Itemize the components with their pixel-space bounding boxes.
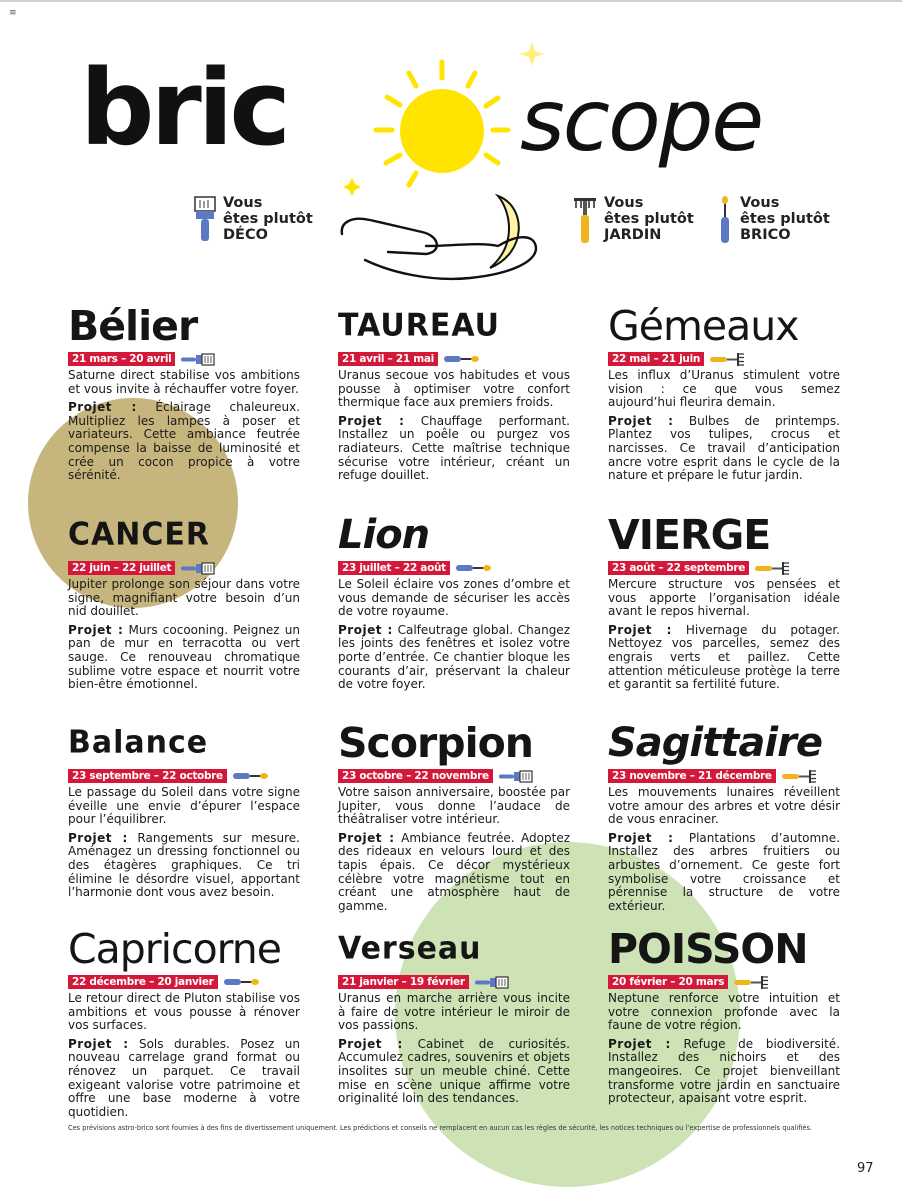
legend-brico	[716, 195, 830, 245]
sign-sagittaire	[608, 719, 840, 913]
sign-verseau	[338, 925, 570, 1106]
disclaimer-footnote: Ces prévisions astro-brico sont fournies à des fins de divertissement uniquement. Les prédictions et conseils ne remplacent en aucun cas les règles de sécurité, les notices techniques ou l’expertise de professionnels qualifiés.	[68, 1124, 813, 1132]
sign-lion	[338, 511, 570, 692]
date-badge: 21 avril – 21 mai	[338, 352, 438, 366]
paintbrush-icon	[475, 976, 509, 989]
sign-project: Projet : Sols durables. Posez un nouveau carrelage grand format ou rénovez un parquet. Ce travail exigeant valorise votre patrimoine et offre une base moderne à votre quotidien.	[68, 1036, 300, 1119]
date-badge: 23 novembre – 21 décembre	[608, 769, 776, 783]
sign-forecast: Uranus secoue vos habitudes et vous pousse à optimiser votre confort thermique face aux premiers froids.	[338, 368, 570, 410]
date-badge: 22 juin – 22 juillet	[68, 561, 175, 575]
date-badge: 23 août – 22 septembre	[608, 561, 749, 575]
sign-project: Projet : Hivernage du potager. Nettoyez vos parcelles, semez des engrais verts et paillez. Cette attention méticuleuse protège la terre et garantit sa fertilité future.	[608, 622, 840, 692]
page-number: 97	[857, 1161, 874, 1176]
paintbrush-icon	[181, 562, 215, 575]
sign-forecast: Uranus en marche arrière vous incite à faire de votre intérieur le miroir de vos passions.	[338, 991, 570, 1033]
screwdriver-icon	[233, 770, 269, 782]
sign-name: Gémeaux	[608, 302, 799, 350]
legend-deco-label: Vous êtes plutôt DÉCO	[223, 195, 313, 243]
sign-forecast: Votre saison anniversaire, boostée par Jupiter, vous donne l’audace de théâtraliser votre intérieur.	[338, 785, 570, 827]
sign-forecast: Le retour direct de Pluton stabilise vos ambitions et vous pousse à rénover vos surfaces.	[68, 991, 300, 1033]
date-badge: 22 mai – 21 juin	[608, 352, 704, 366]
sign-project: Projet : Ambiance feutrée. Adoptez des rideaux en velours lourd et des tapis épais. Ce décor mystérieux célèbre votre magnétisme tout en créant une atmosphère haut de gamme.	[338, 830, 571, 913]
rake-icon	[734, 976, 770, 989]
sign-name: CANCER	[68, 516, 210, 553]
title-scope: scope	[520, 71, 763, 171]
date-badge: 23 octobre – 22 novembre	[338, 769, 493, 783]
menu-mark: ≡	[9, 8, 17, 18]
rake-icon	[572, 195, 598, 245]
screwdriver-icon	[224, 976, 260, 988]
sign-forecast: Le passage du Soleil dans votre signe éveille une envie d’épurer l’espace pour l’équilibrer.	[68, 785, 300, 827]
sign-name: Scorpion	[338, 719, 533, 767]
sign-name: TAUREAU	[338, 307, 501, 344]
sign-forecast: Neptune renforce votre intuition et votre connexion profonde avec la faune de votre région.	[608, 991, 840, 1033]
paintbrush-icon	[181, 353, 215, 366]
sign-balance	[68, 719, 300, 900]
sign-forecast: Jupiter prolonge son séjour dans votre signe, magnifiant votre besoin d’un nid douillet.	[68, 577, 300, 619]
title-bric: bric	[80, 47, 288, 169]
sign-poisson	[608, 925, 840, 1106]
screwdriver-icon	[716, 195, 734, 245]
rake-icon	[782, 770, 818, 783]
sign-cancer	[68, 511, 300, 692]
rake-icon	[710, 353, 746, 366]
sign-capricorne	[68, 925, 300, 1119]
sign-project: Projet : Murs cocooning. Peignez un pan de mur en terracotta ou vert sauge. Ce renouveau chromatique sublime votre espace et nourrit votre bien-être émotionnel.	[68, 622, 300, 692]
date-badge: 22 décembre – 20 janvier	[68, 975, 218, 989]
legend-jardin-label: Vous êtes plutôt JARDIN	[604, 195, 694, 243]
sign-project: Projet : Bulbes de printemps. Plantez vos tulipes, crocus et narcisses. Ce travail d’anticipation ancre votre esprit dans le cycle de la nature et prépare le futur jardin.	[608, 413, 840, 483]
screwdriver-icon	[444, 353, 480, 365]
sign-project: Projet : Calfeutrage global. Changez les joints des fenêtres et isolez votre porte d’entrée. Ce chantier bloque les courants d’air, préservant la chaleur de votre foyer.	[338, 622, 570, 692]
date-badge: 21 janvier – 19 février	[338, 975, 469, 989]
sign-scorpion	[338, 719, 570, 913]
top-rule	[0, 0, 902, 2]
rake-icon	[755, 562, 791, 575]
sign-forecast: Les mouvements lunaires réveillent votre amour des arbres et votre désir de vous enraciner.	[608, 785, 840, 827]
sign-name: Capricorne	[68, 925, 281, 973]
legend-jardin	[572, 195, 694, 245]
date-badge: 21 mars – 20 avril	[68, 352, 175, 366]
sign-gemeaux	[608, 302, 840, 483]
sign-name: Lion	[338, 512, 430, 558]
sign-forecast: Le Soleil éclaire vos zones d’ombre et vous demande de sécuriser les accès de votre royaume.	[338, 577, 570, 619]
legend-brico-label: Vous êtes plutôt BRICO	[740, 195, 830, 243]
sign-project: Projet : Refuge de biodiversité. Installez des nichoirs et des mangeoires. Ce projet bienveillant transforme votre jardin en sanctuaire protecteur, apaisant votre esprit.	[608, 1036, 841, 1106]
sign-project: Projet : Plantations d’automne. Installez des arbres fruitiers ou arbustes d’ornement. Ce geste fort symbolise votre croissance et pérennise la structure de votre extérieur.	[608, 830, 840, 913]
sign-forecast: Mercure structure vos pensées et vous apporte l’organisation idéale avant le repos hivernal.	[608, 577, 840, 619]
sign-forecast: Les influx d’Uranus stimulent votre vision : ce que vous semez aujourd’hui fleurira demain.	[608, 368, 840, 410]
sign-project: Projet : Chauffage performant. Installez un poêle ou purgez vos radiateurs. Cette maîtrise technique sécurise votre intérieur, créant un refuge douillet.	[338, 413, 570, 483]
legend-deco	[193, 195, 313, 243]
sign-name: Sagittaire	[608, 720, 822, 766]
sign-project: Projet : Cabinet de curiosités. Accumulez cadres, souvenirs et objets insolites sur un meuble chiné. Cette mise en scène unique affirme votre originalité loin des tendances.	[338, 1036, 570, 1106]
sign-project: Projet : Rangements sur mesure. Aménagez un dressing fonctionnel ou des étagères graphiques. Ce tri élimine le désordre visuel, apportant l’harmonie dont vous avez besoin.	[68, 830, 300, 900]
paintbrush-icon	[193, 195, 217, 243]
screwdriver-icon	[456, 562, 492, 574]
sign-vierge	[608, 511, 840, 692]
sign-taureau	[338, 302, 570, 483]
sign-belier	[68, 302, 300, 483]
date-badge: 23 juillet – 22 août	[338, 561, 450, 575]
date-badge: 23 septembre – 22 octobre	[68, 769, 227, 783]
sign-forecast: Saturne direct stabilise vos ambitions et vous invite à réchauffer votre foyer.	[68, 368, 300, 396]
sign-name: POISSON	[608, 925, 808, 973]
sun-moon-hand-illustration	[330, 34, 550, 284]
sign-name: VIERGE	[608, 511, 771, 559]
sign-name: Verseau	[338, 930, 482, 967]
sign-name: Bélier	[68, 302, 198, 350]
sign-name: Balance	[68, 724, 209, 761]
sign-project: Projet : Éclairage chaleureux. Multipliez les lampes à poser et variateurs. Cette ambiance feutrée compense la baisse de luminosité et crée un cocon propice à votre sérénité.	[68, 400, 300, 483]
paintbrush-icon	[499, 770, 533, 783]
date-badge: 20 février – 20 mars	[608, 975, 728, 989]
